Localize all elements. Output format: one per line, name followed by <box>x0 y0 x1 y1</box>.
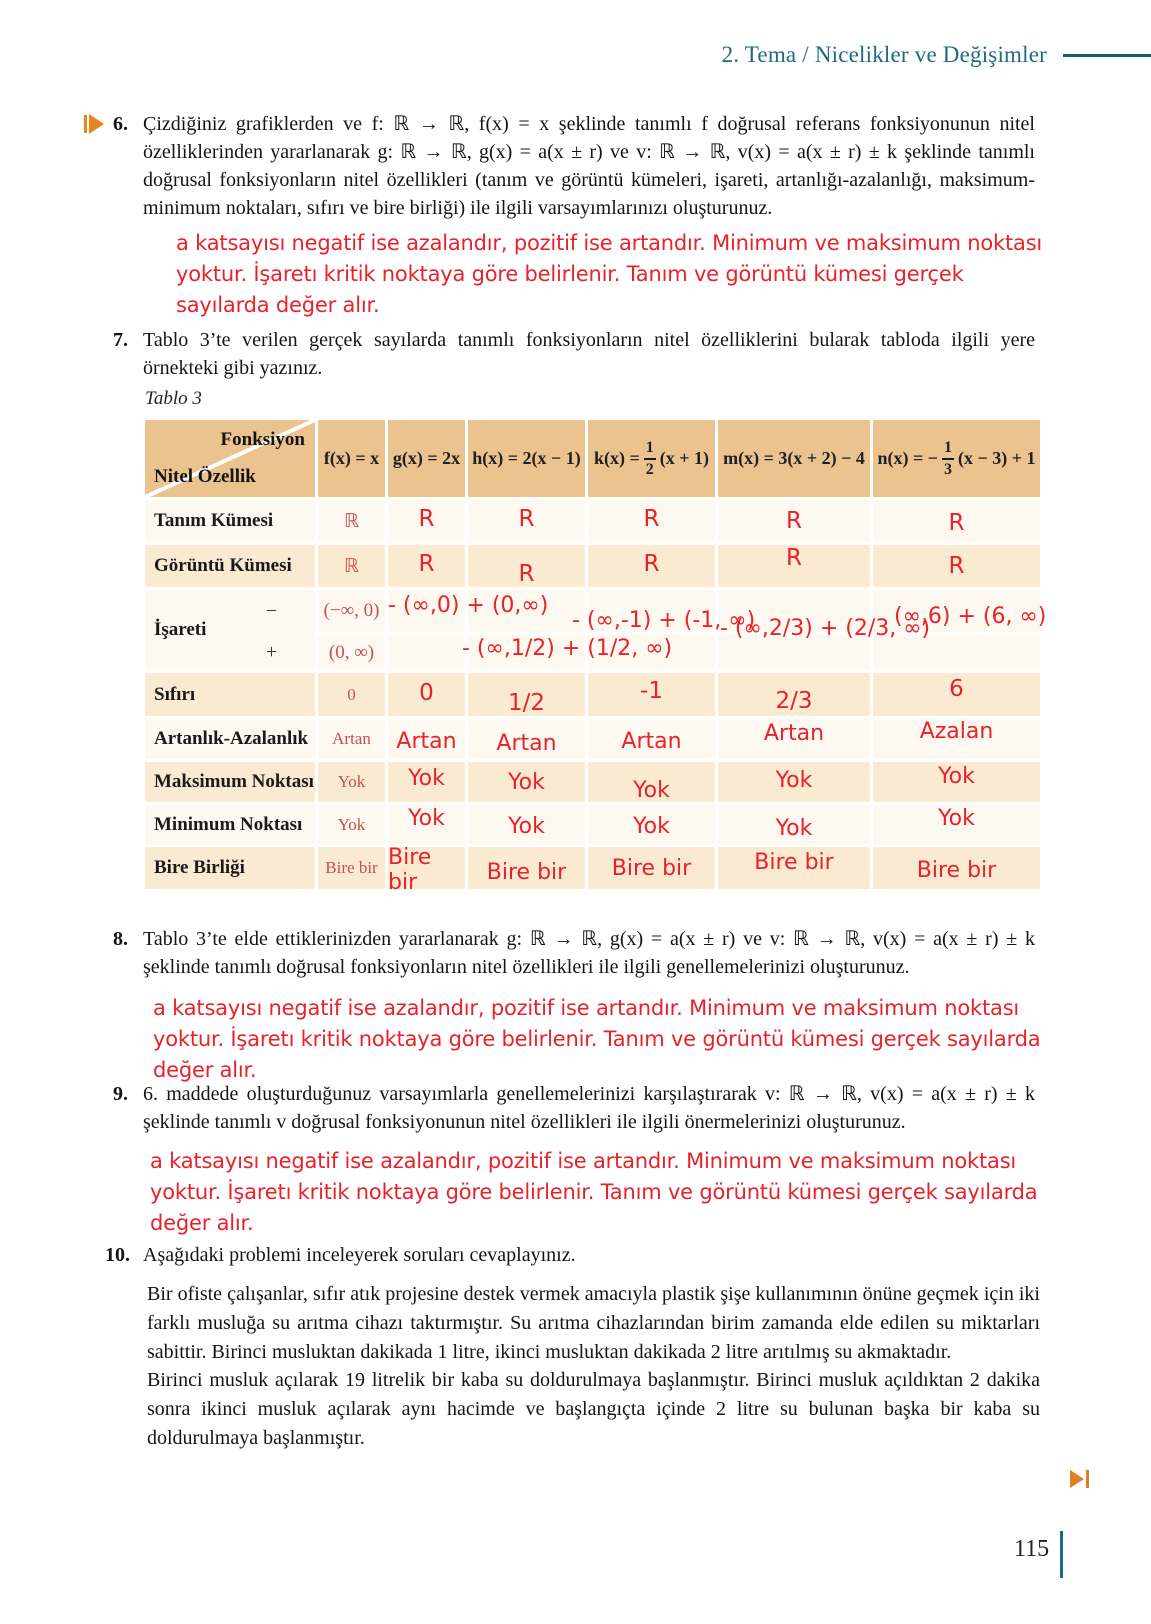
k-fraction-numerator: 1 <box>644 440 656 460</box>
goruntu-printed-f: ℝ <box>318 545 385 587</box>
sifiri-h <box>468 673 585 716</box>
handwritten-value: Bire bir <box>611 855 692 881</box>
handwritten-value: 2/3 <box>775 687 813 714</box>
row-label-isareti: İşareti <box>145 590 315 670</box>
goruntu-m <box>718 545 870 587</box>
handwritten-value: R <box>643 551 660 577</box>
handwritten-value: Yok <box>633 814 670 839</box>
handwritten-value: R <box>786 545 802 571</box>
goruntu-h <box>468 545 585 587</box>
goruntu-g <box>388 545 465 587</box>
tanim-n <box>873 500 1040 542</box>
question-8-text: Tablo 3’te elde ettiklerinizden yararlanarak g: ℝ → ℝ, g(x) = a(x ± r) ve v: ℝ → ℝ, v(x) = a(x ± r) ± k şeklinde tanımlı doğrusal fonksiyonların nitel özellikleri ile ilgili genellemelerinizi oluşturunuz. <box>143 928 1035 978</box>
tanim-h <box>468 500 585 542</box>
isareti-plus-printed-f: (0, ∞) <box>318 635 385 670</box>
goruntu-n <box>873 545 1040 587</box>
isareti-plus-g <box>388 635 465 670</box>
table-caption: Tablo 3 <box>145 388 202 409</box>
k-header-post: (x + 1) <box>659 448 709 468</box>
question-9-number: 9. <box>113 1083 128 1105</box>
column-header-f: f(x) = x <box>318 420 385 497</box>
question-9-text: 6. maddede oluşturduğunuz varsayımlarla genellemelerinizi karşılaştırarak v: ℝ → ℝ, v(x) = a(x ± r) ± k şeklinde tanımlı v doğrusal fonksiyonunun nitel özellikleri ile ilgili önermelerinizi oluşturunuz. <box>143 1083 1035 1133</box>
minimum-g <box>388 805 465 844</box>
next-page-icon <box>1070 1470 1089 1488</box>
marker-bar <box>84 115 87 133</box>
question-7 <box>113 326 1035 382</box>
handwritten-value: R <box>643 506 660 532</box>
maksimum-h <box>468 762 585 802</box>
question-10-paragraph-1: Bir ofiste çalışanlar, sıfır atık projesine destek vermek amacıyla plastik şişe kullanımının önüne geçmek için iki farklı musluğa su arıtma cihazı taktırmıştır. Su arıtma cihazlarından birim zamanda elde edilen su miktarları sabittir. Birinci musluktan dakikada 1 litre, ikinci musluktan dakikada 2 litre arıtılmış su akmaktadır. <box>147 1283 1040 1363</box>
handwritten-value: Artan <box>496 730 557 756</box>
handwritten-value: Yok <box>775 767 813 793</box>
maksimum-k <box>588 762 715 802</box>
row-label-minimum: Minimum Noktası <box>145 805 315 844</box>
row-label-birebir: Bire Birliği <box>145 847 315 889</box>
handwritten-value: Azalan <box>919 718 994 744</box>
handwritten-value: Yok <box>633 777 670 803</box>
page-number: 115 <box>1014 1536 1050 1562</box>
birebir-m <box>718 847 870 889</box>
question-7-text: Tablo 3’te verilen gerçek sayılarda tanımlı fonksiyonların nitel özelliklerini bularak tabloda ilgili yere örnekteki gibi yazınız. <box>143 329 1035 379</box>
handwritten-value: Artan <box>621 728 682 754</box>
birebir-h <box>468 847 585 889</box>
maksimum-printed-f: Yok <box>318 762 385 802</box>
artanlik-g <box>388 719 465 759</box>
handwritten-value: Bire bir <box>486 859 567 885</box>
question-10-paragraph-2: Birinci musluk açılarak 19 litrelik bir kaba su doldurulmaya başlanmıştır. Birinci musluk açıldıktan 2 dakika sonra ikinci musluk açılarak aynı hacimde ve başlangıçta içinde 2 litre su bulunan başka bir kaba su doldurulmaya başlanmıştır. <box>147 1369 1040 1449</box>
page-header <box>0 42 1151 68</box>
handwritten-value: 1/2 <box>507 689 545 716</box>
handwritten-value: 0 <box>419 679 434 706</box>
next-bar <box>1086 1470 1089 1488</box>
maksimum-g <box>388 762 465 802</box>
row-label-artanlik: Artanlık-Azalanlık <box>145 719 315 759</box>
sifiri-printed-f: 0 <box>318 673 385 716</box>
question-8-answer: a katsayısı negatif ise azalandır, pozitif ise artandır. Minimum ve maksimum noktası yoktur. İşaretı kritik noktaya göre belirlenir. Tanım ve görüntü kümesi gerçek sayılarda değer alır. <box>153 996 1041 1082</box>
artanlik-printed-f: Artan <box>318 719 385 759</box>
isareti-annotation-minus-gh: - (∞,0) + (0,∞) <box>388 593 549 618</box>
corner-label-nitel-ozellik: Nitel Özellik <box>154 466 256 487</box>
chapter-title: 2. Tema / Nicelikler ve Değişimler <box>721 42 1047 67</box>
handwritten-value: Yok <box>938 806 975 831</box>
handwritten-value: Bire bir <box>388 845 432 895</box>
k-fraction-denominator: 2 <box>645 460 654 478</box>
maksimum-m <box>718 762 870 802</box>
handwritten-value: Yok <box>508 814 545 839</box>
handwritten-value: R <box>518 561 535 587</box>
isareti-annotation-n: (∞,6) + (6, ∞) <box>894 604 1047 629</box>
goruntu-k <box>588 545 715 587</box>
column-header-h: h(x) = 2(x − 1) <box>468 420 585 497</box>
handwritten-value: Yok <box>508 769 545 795</box>
question-6-answer: a katsayısı negatif ise azalandır, pozitif ise artandır. Minimum ve maksimum noktası yoktur. İşaretı kritik noktaya göre belirlenir. Tanım ve görüntü kümesi gerçek sayılarda değer alır. <box>176 231 1043 317</box>
isareti-minus-printed-f: (−∞, 0) <box>318 590 385 632</box>
question-8 <box>113 925 1035 981</box>
handwritten-value: Artan <box>763 720 825 746</box>
handwritten-value: Artan <box>396 728 457 754</box>
handwritten-value: R <box>518 506 535 532</box>
handwritten-value: Yok <box>408 806 445 831</box>
n-fraction-numerator: 1 <box>942 440 954 460</box>
question-8-number: 8. <box>113 928 128 950</box>
question-6-text: Çizdiğiniz grafiklerden ve f: ℝ → ℝ, f(x) = x şeklinde tanımlı f doğrusal referans fonksiyonunun nitel özelliklerinden yararlanarak g: ℝ → ℝ, g(x) = a(x ± r) ve v: ℝ → ℝ, v(x) = a(x ± r) ± k şeklinde tanımlı doğrusal fonksiyonların nitel özellikleri (tanım ve görüntü kümeleri, işareti, artanlığı-azalanlığı, maksimum-minimum noktaları, sıfırı ve bire birliği) ile ilgili varsayımlarınızı oluşturunuz. <box>143 113 1035 219</box>
artanlik-k <box>588 719 715 759</box>
row-label-sifiri: Sıfırı <box>145 673 315 716</box>
marker-triangle <box>89 114 104 134</box>
birebir-k <box>588 847 715 889</box>
artanlik-n <box>873 719 1040 759</box>
tablo-3 <box>145 420 1047 895</box>
question-6 <box>113 110 1035 222</box>
tanim-printed-f: ℝ <box>318 500 385 542</box>
column-header-m: m(x) = 3(x + 2) − 4 <box>718 420 870 497</box>
maksimum-n <box>873 762 1040 802</box>
corner-label-fonksiyon: Fonksiyon <box>220 429 305 450</box>
footer-rule <box>1060 1531 1063 1578</box>
n-header-pre: n(x) = − <box>877 448 938 468</box>
isareti-annotation-plus-hk: - (∞,1/2) + (1/2, ∞) <box>462 636 673 661</box>
column-header-g: g(x) = 2x <box>388 420 465 497</box>
handwritten-value: R <box>786 508 802 534</box>
handwritten-value: Bire bir <box>754 849 834 875</box>
minimum-printed-f: Yok <box>318 805 385 844</box>
n-header-fraction <box>942 440 954 478</box>
question-7-number: 7. <box>113 329 128 351</box>
k-header-fraction <box>644 440 656 478</box>
next-triangle <box>1070 1470 1084 1488</box>
n-header-post: (x − 3) + 1 <box>958 448 1036 468</box>
handwritten-value: R <box>948 553 965 579</box>
tanim-k <box>588 500 715 542</box>
isareti-plus-sign: + <box>228 635 315 670</box>
minimum-m <box>718 805 870 844</box>
k-header-pre: k(x) = <box>593 448 640 468</box>
question-10 <box>105 1241 1035 1269</box>
minimum-n <box>873 805 1040 844</box>
sifiri-m <box>718 673 870 716</box>
table-corner-cell <box>145 420 315 497</box>
question-10-number: 10. <box>105 1244 130 1266</box>
birebir-n <box>873 847 1040 889</box>
artanlik-h <box>468 719 585 759</box>
sifiri-g <box>388 673 465 716</box>
isareti-annotation-m: - (∞,2/3) + (2/3, ∞) <box>720 616 931 641</box>
n-fraction-denominator: 3 <box>944 460 952 478</box>
birebir-g <box>388 845 465 895</box>
question-marker-icon <box>84 114 104 134</box>
handwritten-value: R <box>948 510 965 536</box>
row-label-tanim-kumesi: Tanım Kümesi <box>145 500 315 542</box>
question-10-text: Aşağıdaki problemi inceleyerek soruları cevaplayınız. <box>143 1244 576 1266</box>
isareti-annotation-k: - (∞,-1) + (-1, ∞) <box>572 608 756 633</box>
tanim-g <box>388 500 465 542</box>
sifiri-n <box>873 673 1040 716</box>
artanlik-m <box>718 719 870 759</box>
handwritten-value: Bire bir <box>916 857 997 883</box>
question-9 <box>113 1080 1035 1136</box>
handwritten-value: Yok <box>938 763 975 789</box>
handwritten-value: 6 <box>949 675 964 702</box>
handwritten-value: R <box>418 506 435 532</box>
handwritten-value: Yok <box>408 765 445 791</box>
handwritten-value: -1 <box>640 677 663 704</box>
isareti-minus-sign: − <box>228 590 315 632</box>
tanim-m <box>718 500 870 542</box>
question-9-answer: a katsayısı negatif ise azalandır, pozitif ise artandır. Minimum ve maksimum noktası yoktur. İşaretı kritik noktaya göre belirlenir. Tanım ve görüntü kümesi gerçek sayılarda değer alır. <box>150 1149 1038 1235</box>
handwritten-value: R <box>418 551 435 577</box>
minimum-k <box>588 805 715 844</box>
question-6-number: 6. <box>113 113 128 135</box>
column-header-n <box>873 420 1040 497</box>
handwritten-value: Yok <box>775 816 813 841</box>
row-label-maksimum: Maksimum Noktası <box>145 762 315 802</box>
sifiri-k <box>588 673 715 716</box>
minimum-h <box>468 805 585 844</box>
birebir-printed-f: Bire bir <box>318 847 385 889</box>
row-label-goruntu-kumesi: Görüntü Kümesi <box>145 545 315 587</box>
column-header-k <box>588 420 715 497</box>
header-rule <box>1063 54 1151 57</box>
